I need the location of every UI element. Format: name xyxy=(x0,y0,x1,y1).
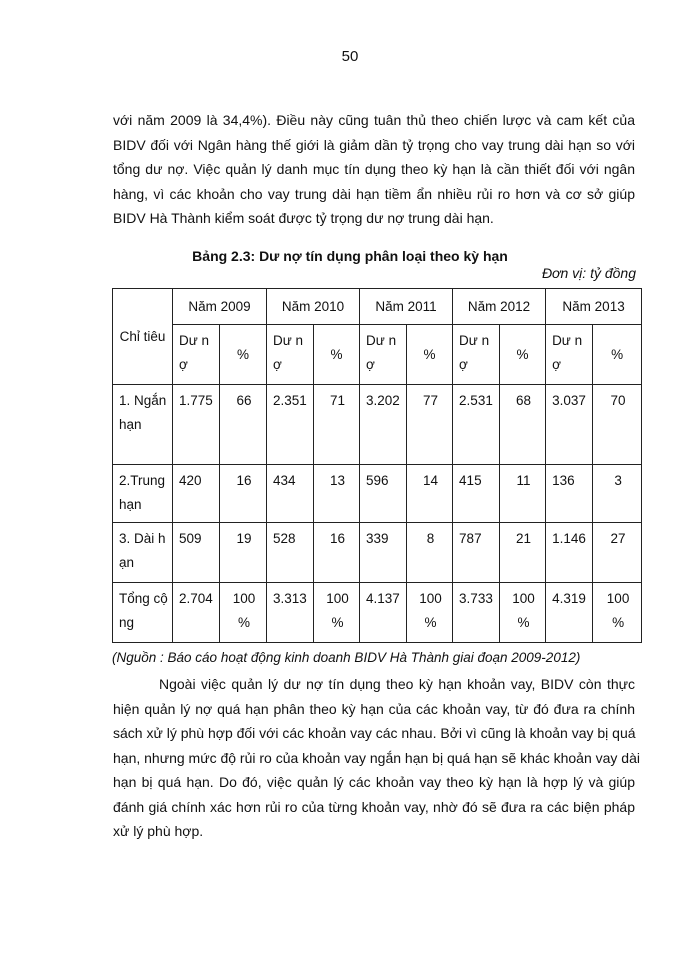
cell-pct: 13 xyxy=(314,465,360,523)
table-title: Bảng 2.3: Dư nợ tín dụng phân loại theo kỳ hạn xyxy=(192,248,508,264)
cell-debt: 2.351 xyxy=(267,385,314,465)
text-line: đánh giá chính xác hơn rủi ro của từng khoản vay, nhờ đó sẽ đưa ra các biện pháp xyxy=(113,798,635,815)
cell-pct: 21 xyxy=(500,523,546,583)
text-line: hạn bị quá hạn. Do đó, việc quản lý các khoản vay theo kỳ hạn là hợp lý và giúp xyxy=(113,774,635,790)
header-debt: Dư nợ xyxy=(546,325,593,385)
table-row-total xyxy=(113,583,642,643)
cell-pct: 100 % xyxy=(314,583,360,643)
cell-debt: 339 xyxy=(360,523,407,583)
cell-pct: 16 xyxy=(220,465,267,523)
cell-pct: 3 xyxy=(593,465,642,523)
table-row xyxy=(113,465,642,523)
cell-debt: 4.319 xyxy=(546,583,593,643)
text-line: hiện quản lý nợ quá hạn phân theo kỳ hạn của các khoản vay, từ đó đưa ra chính xyxy=(113,700,635,717)
header-pct: % xyxy=(314,325,360,385)
header-debt: Dư nợ xyxy=(173,325,220,385)
row-label: 2.Trung hạn xyxy=(113,465,173,523)
text-line: Ngoài việc quản lý dư nợ tín dụng theo kỳ hạn khoản vay, BIDV còn thực xyxy=(159,676,635,692)
cell-pct: 16 xyxy=(314,523,360,583)
cell-pct: 100 % xyxy=(220,583,267,643)
header-year: Năm 2011 xyxy=(360,289,453,325)
cell-pct: 19 xyxy=(220,523,267,583)
cell-debt: 4.137 xyxy=(360,583,407,643)
header-pct: % xyxy=(220,325,267,385)
cell-debt: 3.037 xyxy=(546,385,593,465)
cell-pct: 27 xyxy=(593,523,642,583)
row-label: 1. Ngắn hạn xyxy=(113,385,173,465)
text-line: với năm 2009 là 34,4%). Điều này cũng tuân thủ theo chiến lược và cam kết của xyxy=(113,112,635,128)
cell-pct: 68 xyxy=(500,385,546,465)
table-row xyxy=(113,523,642,583)
cell-pct: 100 % xyxy=(500,583,546,643)
cell-debt: 1.775 xyxy=(173,385,220,465)
cell-pct: 100 % xyxy=(593,583,642,643)
row-label: Tổng cộng xyxy=(113,583,173,643)
header-debt: Dư nợ xyxy=(360,325,407,385)
text-line: sách xử lý phù hợp đối với các khoản vay các nhau. Bởi vì cũng là khoản vay bị quá xyxy=(113,725,636,741)
cell-debt: 415 xyxy=(453,465,500,523)
header-debt: Dư nợ xyxy=(267,325,314,385)
paragraph-intro xyxy=(113,108,635,231)
header-corner: Chỉ tiêu xyxy=(113,289,173,385)
unit-label: Đơn vị: tỷ đồng xyxy=(541,265,636,281)
cell-debt: 136 xyxy=(546,465,593,523)
header-debt: Dư nợ xyxy=(453,325,500,385)
header-pct: % xyxy=(593,325,642,385)
header-year: Năm 2009 xyxy=(173,289,267,325)
cell-debt: 2.704 xyxy=(173,583,220,643)
cell-pct: 71 xyxy=(314,385,360,465)
header-pct: % xyxy=(500,325,546,385)
cell-pct: 14 xyxy=(407,465,453,523)
row-label: 3. Dài hạn xyxy=(113,523,173,583)
cell-pct: 70 xyxy=(593,385,642,465)
cell-pct: 66 xyxy=(220,385,267,465)
header-row-sub xyxy=(113,325,642,385)
header-year: Năm 2012 xyxy=(453,289,546,325)
cell-pct: 100 % xyxy=(407,583,453,643)
cell-debt: 3.313 xyxy=(267,583,314,643)
text-line: tổng dư nợ. Việc quản lý danh mục tín dụng theo kỳ hạn là cần thiết đối với ngân xyxy=(113,161,635,177)
paragraph-body xyxy=(113,672,640,844)
text-line: BIDV Hà Thành kiểm soát được tỷ trọng dư nợ trung dài hạn. xyxy=(113,210,494,226)
table-source: (Nguồn : Báo cáo hoạt động kinh doanh BIDV Hà Thành giai đoạn 2009-2012) xyxy=(112,650,581,665)
table-row xyxy=(113,385,642,465)
cell-pct: 77 xyxy=(407,385,453,465)
cell-debt: 3.733 xyxy=(453,583,500,643)
text-line: xử lý phù hợp. xyxy=(113,823,204,839)
cell-debt: 420 xyxy=(173,465,220,523)
text-line: hạn, nhưng mức độ rủi ro của khoản vay ngắn hạn bị quá hạn sẽ khác khoản vay dài xyxy=(113,749,640,766)
cell-debt: 528 xyxy=(267,523,314,583)
credit-term-table xyxy=(112,288,642,643)
header-pct: % xyxy=(407,325,453,385)
text-line: BIDV đối với Ngân hàng thế giới là giảm dần tỷ trọng cho vay trung dài hạn so với xyxy=(113,136,635,153)
text-line: hàng, vì các khoản cho vay trung dài hạn tiềm ẩn nhiều rủi ro hơn và cơ sở giúp xyxy=(113,185,635,202)
cell-pct: 8 xyxy=(407,523,453,583)
header-row-years xyxy=(113,289,642,325)
header-year: Năm 2010 xyxy=(267,289,360,325)
cell-pct: 11 xyxy=(500,465,546,523)
cell-debt: 2.531 xyxy=(453,385,500,465)
cell-debt: 1.146 xyxy=(546,523,593,583)
cell-debt: 596 xyxy=(360,465,407,523)
header-year: Năm 2013 xyxy=(546,289,642,325)
cell-debt: 3.202 xyxy=(360,385,407,465)
cell-debt: 509 xyxy=(173,523,220,583)
page-number: 50 xyxy=(341,48,359,65)
cell-debt: 434 xyxy=(267,465,314,523)
cell-debt: 787 xyxy=(453,523,500,583)
